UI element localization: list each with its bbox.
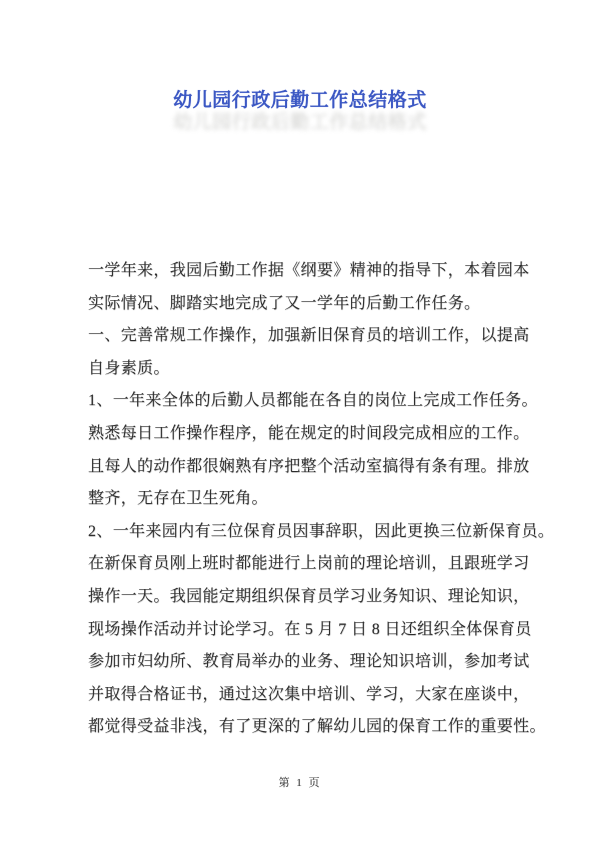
- body-line: 在新保育员刚上班时都能进行上岗前的理论培训，且跟班学习: [88, 555, 530, 573]
- body-line: 实际情况、脚踏实地完成了又一学年的后勤工作任务。: [88, 294, 481, 312]
- body-line: 一、完善常规工作操作，加强新旧保育员的培训工作，以提高: [88, 327, 530, 345]
- page-number-footer: 第 1 页: [278, 777, 322, 789]
- body-line: 自身素质。: [88, 359, 170, 377]
- body-line: 都觉得受益非浅，有了更深的了解幼儿园的保育工作的重要性。: [88, 718, 546, 736]
- body-line: 熟悉每日工作操作程序，能在规定的时间段完成相应的工作。: [88, 424, 530, 442]
- body-line: 并取得合格证书，通过这次集中培训、学习，大家在座谈中，: [88, 685, 530, 703]
- body-line: 现场操作活动并讨论学习。在 5 月 7 日 8 日还组织全体保育员: [88, 620, 532, 638]
- body-line: 整齐，无存在卫生死角。: [88, 490, 268, 508]
- document-title: 幼儿园行政后勤工作总结格式: [173, 90, 427, 111]
- body-line: 参加市妇幼所、教育局举办的业务、理论知识培训，参加考试: [88, 653, 530, 671]
- title-scan-ghost: 幼儿园行政后勤工作总结格式: [173, 112, 427, 133]
- body-line: 一学年来，我园后勤工作据《纲要》精神的指导下，本着园本: [88, 262, 530, 279]
- body-line: 操作一天。我园能定期组织保育员学习业务知识、理论知识，: [88, 587, 530, 605]
- body-line: 1、一年来全体的后勤人员都能在各自的岗位上完成工作任务。: [88, 392, 538, 410]
- body-line: 2、一年来园内有三位保育员因事辞职，因此更换三位新保育员。: [88, 522, 555, 540]
- document-body: [88, 255, 555, 744]
- body-line: 且每人的动作都很娴熟有序把整个活动室搞得有条有理。排放: [88, 457, 530, 475]
